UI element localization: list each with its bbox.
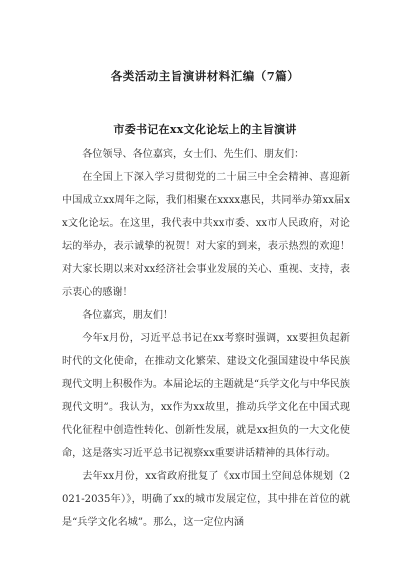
document-body [62, 143, 350, 534]
salutation-paragraph: 各位领导、各位嘉宾，女士们、先生们、朋友们： [82, 149, 305, 160]
body-paragraph: 去年xx月份，xx省政府批复了《xx市国土空间总体规划（2021-2035年）》，明确了xx的城市发展定位，其中排在首位的就是“兵学文化名城”。那么，这一定位内涵 [62, 471, 350, 528]
speech-title: 市委书记在xx文化论坛上的主旨演讲 [113, 123, 297, 136]
body-paragraph: 各位嘉宾，朋友们！ [82, 310, 174, 321]
body-paragraph: 今年x月份，习近平总书记在xx考察时强调，xx要担负起新时代的文化使命，在推动文化繁荣、建设文化强国建设中华民族现代文明上积极作为。本届论坛的主题就是“兵学文化与中华民族现代文明”。我认为，xx作为xx故里，推动兵学文化在中国式现代化征程中创造性转化、创新性发展，就是xx担负的一大文化使命，这是落实习近平总书记视察xx重要讲话精神的具体行动。 [62, 333, 350, 459]
document-title: 各类活动主旨演讲材料汇编（7篇） [110, 69, 300, 83]
body-paragraph: 在全国上下深入学习贯彻党的二十届三中全会精神、喜迎新中国成立xx周年之际，我们相聚在xxxx惠民，共同举办第xx届xx文化论坛。在这里，我代表中共xx市委、xx市人民政府，对论坛的举办，表示诚挚的祝贺！对大家的到来，表示热烈的欢迎！对大家长期以来对xx经济社会事业发展的关心、重视、支持，表示衷心的感谢！ [62, 172, 350, 298]
